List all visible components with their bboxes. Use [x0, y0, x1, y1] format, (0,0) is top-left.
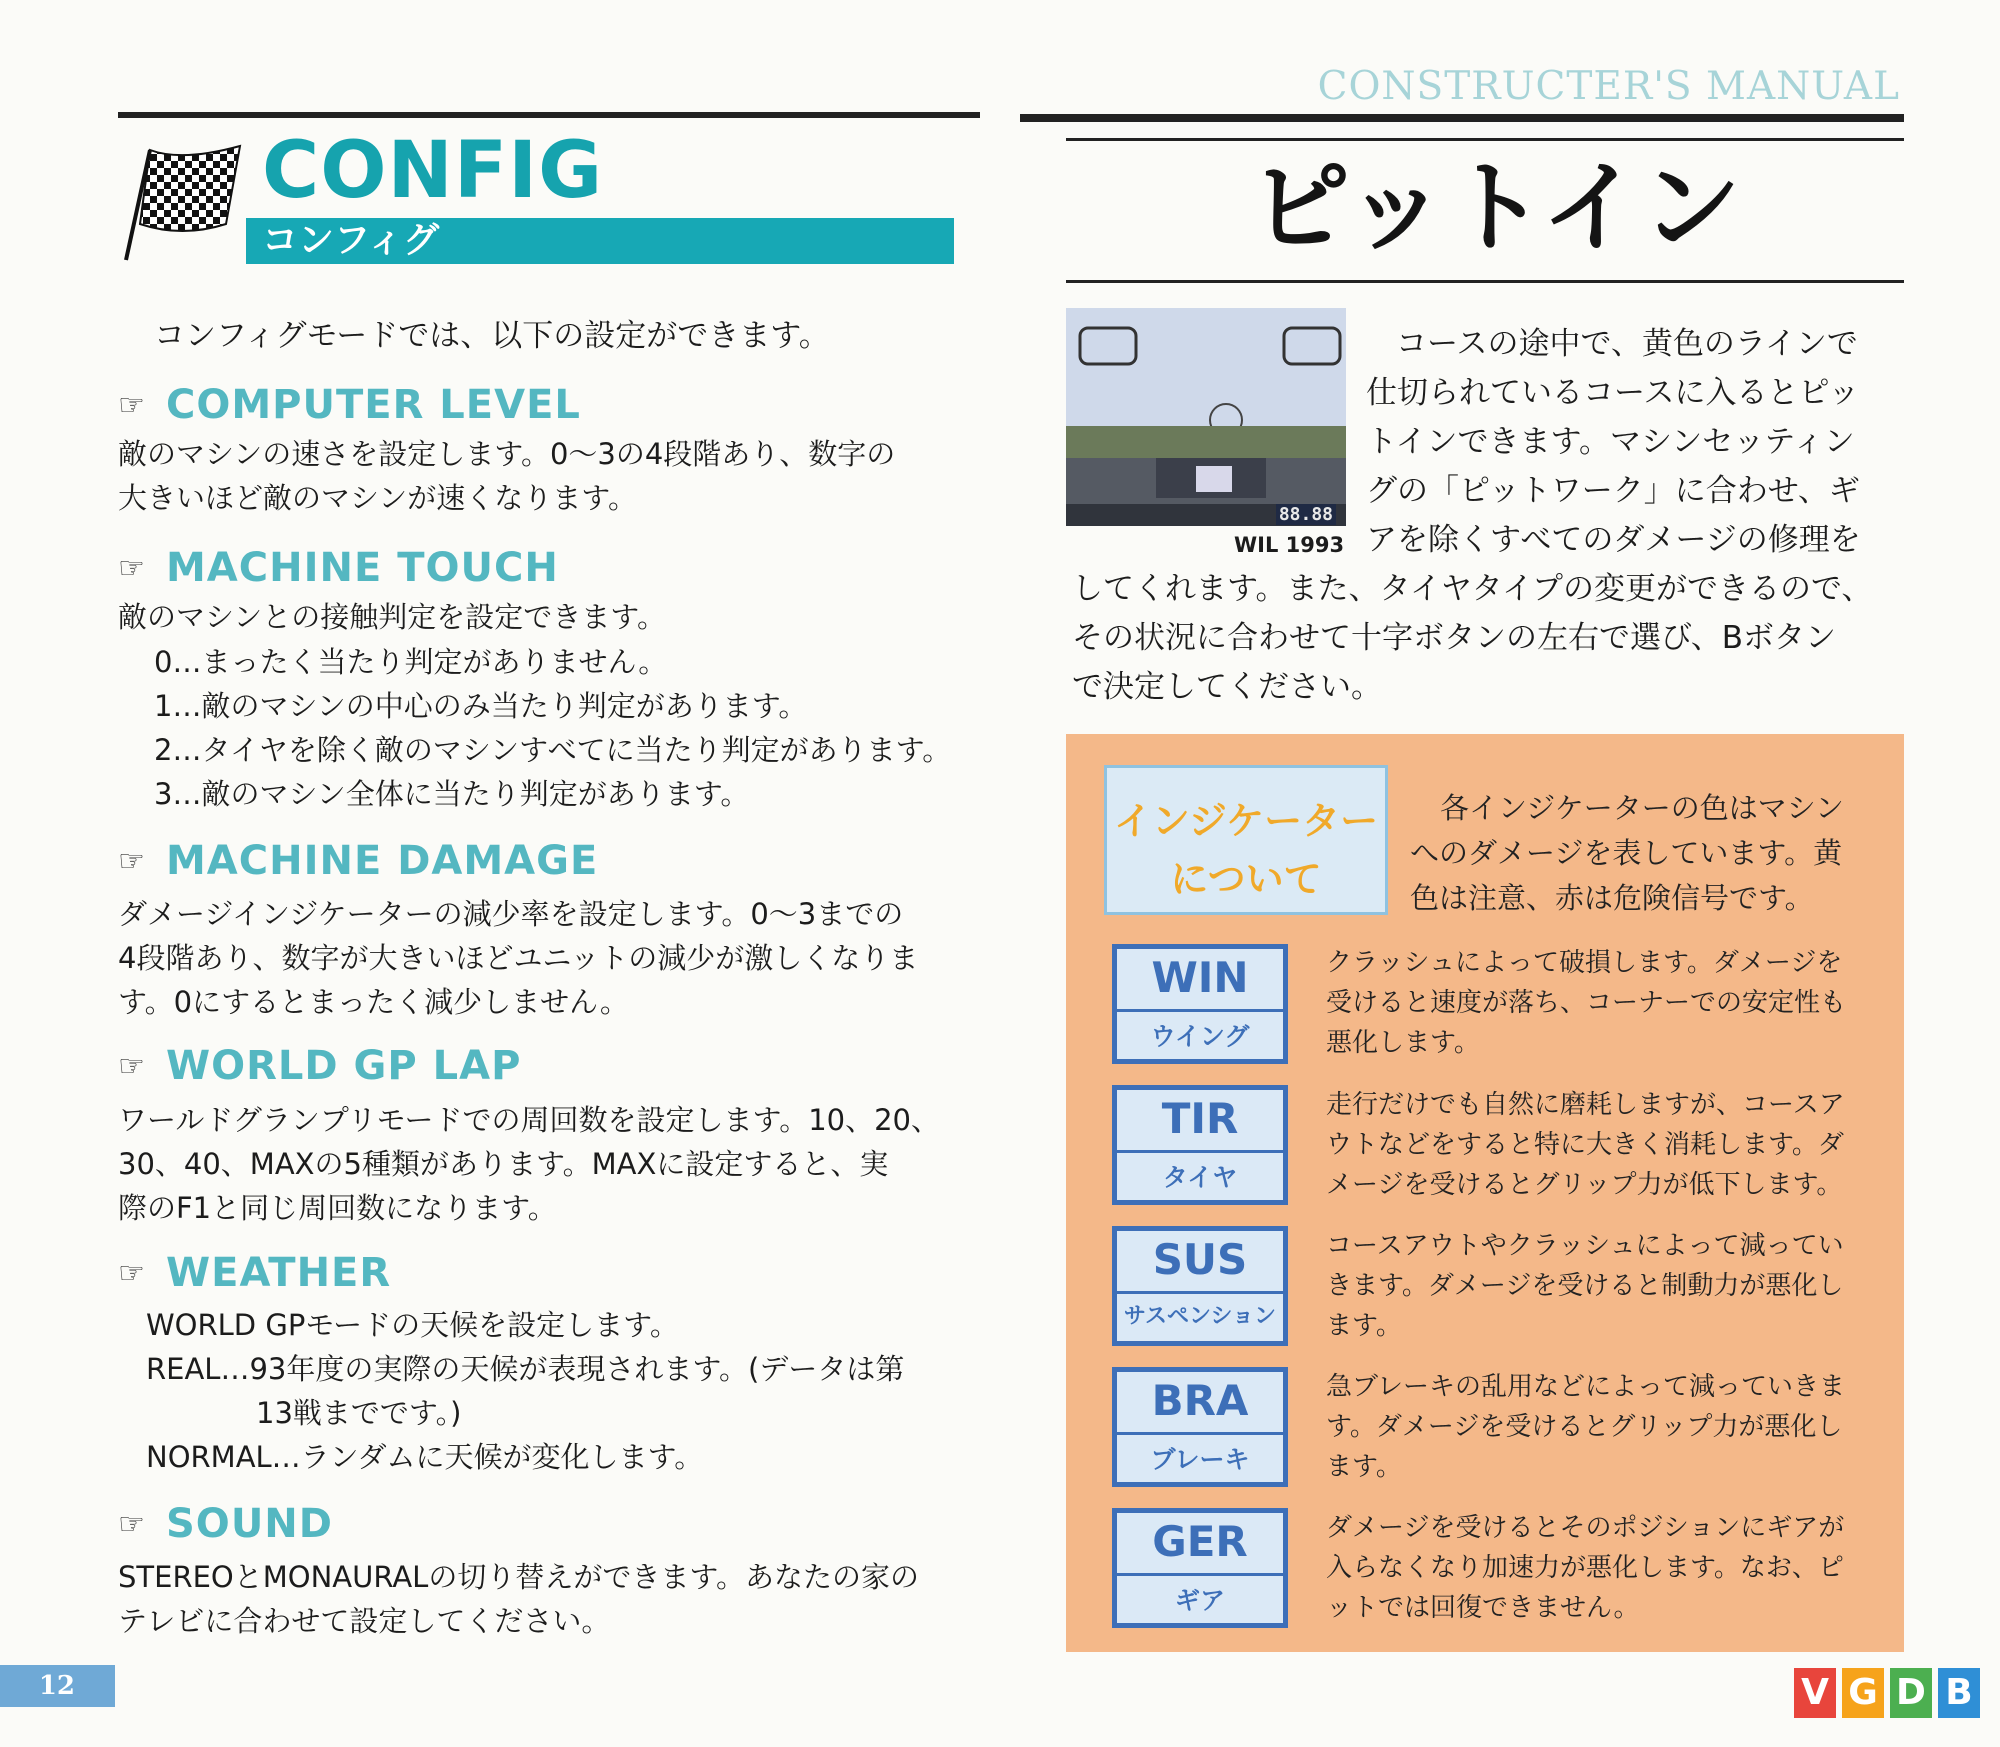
badge-divider [1117, 1432, 1283, 1435]
section-computer-level [118, 382, 581, 428]
badge-name: サスペンション [1123, 1304, 1277, 1329]
badge-divider [1117, 1291, 1283, 1294]
badge-tir [1112, 1085, 1288, 1205]
section-text: STEREOとMONAURALの切り替えができます。あなたの家の [118, 1560, 920, 1594]
title-rule-bottom [1066, 280, 1904, 283]
body-text: で決定してください。 [1072, 669, 1382, 705]
section-text: 30、40、MAXの5種類があります。MAXに設定すると、実 [118, 1147, 889, 1181]
part-description: す。ダメージを受けるとグリップ力が悪化し [1326, 1412, 1843, 1442]
badge-name: ギア [1174, 1586, 1225, 1615]
section-machine-damage [118, 838, 598, 884]
part-description: 受けると速度が落ち、コーナーでの安定性も [1326, 988, 1847, 1018]
header-rule-right [1020, 114, 1904, 122]
badge-code: BRA [1151, 1376, 1249, 1425]
badge-divider [1117, 1009, 1283, 1012]
pointing-hand-icon: ☞ [118, 550, 145, 586]
part-description: コースアウトやクラッシュによって減ってい [1326, 1231, 1844, 1261]
body-text: トインできます。マシンセッティン [1366, 424, 1855, 460]
pointing-hand-icon: ☞ [118, 1255, 145, 1291]
screenshot-caption: WIL 1993 [1234, 533, 1345, 557]
part-description: きます。ダメージを受けると制動力が悪化し [1326, 1271, 1844, 1301]
section-text: 敵のマシンとの接触判定を設定できます。 [118, 600, 666, 634]
body-text: コースの途中で、黄色のラインで [1396, 326, 1858, 362]
section-text: す。0にするとまったく減少しません。 [118, 985, 629, 1019]
section-title: SOUND [166, 1501, 333, 1547]
body-text: アを除くすべてのダメージの修理を [1366, 522, 1861, 558]
section-text: 4段階あり、数字が大きいほどユニットの減少が激しくなりま [118, 941, 919, 975]
badge-code: WIN [1151, 953, 1249, 1002]
title-rule-top [1066, 138, 1904, 141]
section-title: MACHINE TOUCH [166, 545, 559, 591]
watermark-letter-b: B [1938, 1668, 1980, 1718]
page-title: CONFIG [262, 126, 604, 216]
part-description: ます。 [1326, 1452, 1402, 1482]
section-weather [118, 1250, 391, 1296]
section-text: NORMAL…ランダムに天候が変化します。 [146, 1440, 704, 1474]
part-description: 急ブレーキの乱用などによって減っていきま [1326, 1372, 1845, 1402]
section-title: WORLD GP LAP [166, 1043, 522, 1089]
hud-readout: 88.88 [1276, 504, 1336, 525]
section-text: 13戦までです。) [256, 1396, 462, 1430]
section-text: REAL…93年度の実際の天候が表現されます。(データは第 [146, 1352, 905, 1386]
badge-sus [1112, 1226, 1288, 1346]
section-text: 3…敵のマシン全体に当たり判定があります。 [154, 777, 750, 811]
watermark-letter-v: V [1794, 1668, 1836, 1718]
badge-name: タイヤ [1162, 1163, 1238, 1192]
part-description: ダメージを受けるとそのポジションにギアが [1326, 1513, 1845, 1543]
section-text: ワールドグランプリモードでの周回数を設定します。10、20、 [118, 1103, 941, 1137]
game-screenshot [1066, 308, 1346, 526]
section-text: WORLD GPモードの天候を設定します。 [146, 1308, 679, 1342]
badge-code: SUS [1152, 1235, 1248, 1284]
page-subtitle: コンフィグ [262, 220, 440, 261]
indicator-heading: インジケーター [1113, 799, 1379, 843]
section-text: 敵のマシンの速さを設定します。0～3の4段階あり、数字の [118, 437, 896, 471]
pointing-hand-icon: ☞ [118, 1048, 145, 1084]
section-text: 0…まったく当たり判定がありません。 [154, 645, 668, 679]
part-description: ットでは回復できません。 [1326, 1593, 1640, 1623]
part-description: ます。 [1326, 1311, 1402, 1341]
badge-divider [1117, 1150, 1283, 1153]
manual-header-title: CONSTRUCTER'S MANUAL [1317, 64, 1900, 109]
section-text: 1…敵のマシンの中心のみ当たり判定があります。 [154, 689, 808, 723]
section-world-gp-lap [118, 1043, 521, 1089]
pointing-hand-icon: ☞ [118, 387, 145, 423]
pointing-hand-icon: ☞ [118, 1506, 145, 1542]
section-sound [118, 1501, 333, 1547]
body-text: その状況に合わせて十字ボタンの左右で選び、Bボタン [1072, 620, 1837, 656]
section-title: MACHINE DAMAGE [166, 838, 599, 884]
intro-text: コンフィグモードでは、以下の設定ができます。 [154, 318, 830, 354]
header-rule-left [118, 112, 980, 118]
indicator-text: 各インジケーターの色はマシン [1440, 791, 1844, 825]
body-text: グの「ピットワーク」に合わせ、ギ [1366, 473, 1860, 509]
badge-name: ブレーキ [1150, 1445, 1250, 1474]
section-machine-touch [118, 545, 559, 591]
part-description: 悪化します。 [1326, 1028, 1480, 1058]
section-text: 大きいほど敵のマシンが速くなります。 [118, 481, 637, 515]
badge-code: GER [1152, 1517, 1248, 1566]
badge-code: TIR [1161, 1094, 1239, 1143]
indicator-heading: について [1170, 857, 1322, 901]
badge-ger [1112, 1508, 1288, 1628]
indicator-text: 色は注意、赤は危険信号です。 [1410, 881, 1814, 915]
section-text: 2…タイヤを除く敵のマシンすべてに当たり判定があります。 [154, 733, 952, 767]
checkered-flag-icon [122, 140, 242, 264]
badge-name: ウイング [1150, 1022, 1250, 1051]
badge-win [1112, 944, 1288, 1064]
watermark-letter-d: D [1890, 1668, 1932, 1718]
badge-bra [1112, 1367, 1288, 1487]
section-text: ダメージインジケーターの減少率を設定します。0～3までの [118, 897, 904, 931]
pointing-hand-icon: ☞ [118, 843, 145, 879]
badge-divider [1117, 1573, 1283, 1576]
indicator-text: へのダメージを表しています。黄 [1410, 836, 1843, 870]
part-description: 入らなくなり加速力が悪化します。なお、ピ [1326, 1553, 1844, 1583]
section-title: WEATHER [166, 1250, 392, 1296]
section-title: COMPUTER LEVEL [166, 382, 581, 428]
section-text: テレビに合わせて設定してください。 [118, 1604, 611, 1638]
watermark-letter-g: G [1842, 1668, 1884, 1718]
body-text: してくれます。また、タイヤタイプの変更ができるので、 [1072, 571, 1873, 607]
part-description: 走行だけでも自然に磨耗しますが、コースア [1326, 1090, 1845, 1120]
page-number: 12 [0, 1665, 115, 1707]
part-description: ウトなどをすると特に大きく消耗します。ダ [1326, 1130, 1844, 1160]
page-title-pit-in: ピットイン [1250, 149, 1741, 266]
body-text: 仕切られているコースに入るとピッ [1366, 375, 1860, 411]
section-text: 際のF1と同じ周回数になります。 [118, 1191, 557, 1225]
part-description: メージを受けるとグリップ力が低下します。 [1326, 1170, 1843, 1200]
part-description: クラッシュによって破損します。ダメージを [1326, 948, 1843, 978]
